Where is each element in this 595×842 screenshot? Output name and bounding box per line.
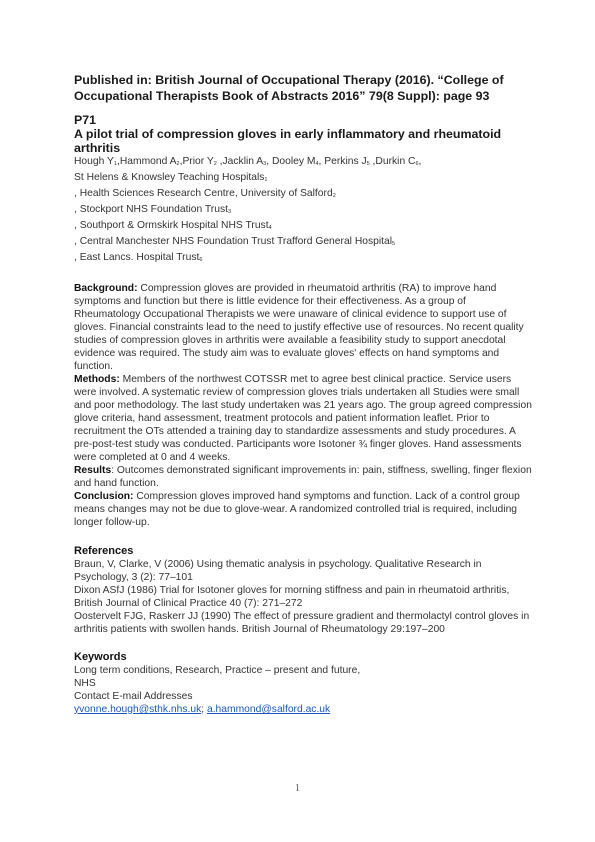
author-separator: , <box>369 156 376 167</box>
author-name: Perkins J <box>324 156 367 167</box>
affiliation-line <box>74 219 534 235</box>
affiliation-text: St Helens & Knowsley Teaching Hospitals <box>74 172 265 183</box>
author-name: Hough Y <box>74 156 114 167</box>
references-list <box>74 558 534 636</box>
email-link-hough[interactable]: yvonne.hough@sthk.nhs.uk <box>74 704 202 715</box>
author-separator: , <box>179 156 183 167</box>
affiliation-line <box>74 235 534 251</box>
author-separator: , <box>116 156 120 167</box>
author-name: Durkin C <box>375 156 416 167</box>
author-separator: , <box>216 156 223 167</box>
page-number: 1 <box>295 783 300 794</box>
keywords-line-1: Long term conditions, Research, Practice – present and future, <box>74 665 361 676</box>
affiliation-text: , Health Sciences Research Centre, University of Salford <box>74 188 333 199</box>
references-heading: References <box>74 545 134 557</box>
affiliation-text: , Southport & Ormskirk Hospital NHS Trust <box>74 220 269 231</box>
author-affiliation-index: 5 <box>366 161 370 167</box>
author-separator: , <box>418 156 422 167</box>
affiliation-text: , Central Manchester NHS Foundation Trust Trafford General Hospital <box>74 236 393 247</box>
affiliation-line <box>74 187 534 203</box>
methods-section: Methods: Members of the northwest COTSSR met to agree best clinical practice. Service users were involved. A systematic review of compression gloves trials undertaken all Studies were small and poor methodology. The last study undertaken was 21 years ago. The group agreed compression glove criteria, hand assessment, treatment protocols and patient information leaflet. Prior to recruitment the OTs attended a training day to standardize assessments and study procedures. A pre-post-test study was conducted. Participants wore Isotoner ¾ finger gloves. Hand assessments were completed at 0 and 4 weeks. <box>74 374 532 463</box>
keywords-heading: Keywords <box>74 651 127 663</box>
author-affiliation-index: 1 <box>113 161 117 167</box>
author-list <box>74 155 534 171</box>
affiliation-line <box>74 251 534 267</box>
email-link-hammond[interactable]: a.hammond@salford.ac.uk <box>206 704 331 715</box>
author-affiliation-index: 2 <box>213 161 217 167</box>
affiliation-index: 3 <box>227 209 232 215</box>
author-affiliation-index: 3 <box>263 161 267 167</box>
author-affiliation-index: 2 <box>176 161 180 167</box>
background-section: Background: Compression gloves are provided in rheumatoid arthritis (RA) to improve hand symptoms and function but there is little evidence for their effectiveness. As a group of Rheumatology Occupational Therapists we were unaware of clinical evidence to support use of gloves. Financial constraints lead to the need to justify effective use of resources. No recent quality studies of compression gloves in arthritis were available a feasibility study to support anecdotal evidence was required. The study aim was to evaluate gloves' effects on hand symptoms and function. <box>74 283 524 372</box>
author-name: Hammond A <box>119 156 177 167</box>
author-name: Jacklin A <box>222 156 264 167</box>
affiliation-list <box>74 171 534 267</box>
publication-line: Published in: British Journal of Occupational Therapy (2016). “College of Occupational Therapists Book of Abstracts 2016” 79(8 Suppl): page 93 <box>74 73 504 103</box>
author-affiliation-index: 4 <box>315 161 319 167</box>
keywords-line-2: NHS <box>74 678 96 689</box>
affiliation-line <box>74 203 534 219</box>
author-affiliation-index: 6 <box>415 161 419 167</box>
reference-item: Oostervelt FJG, Raskerr JJ (1990) The effect of pressure gradient and thermolactyl control gloves in arthritis patients with swollen hands. British Journal of Rheumatology 29:197–200 <box>74 611 530 635</box>
paper-page <box>74 72 534 716</box>
abstract-body <box>74 282 534 529</box>
author-name: Dooley M <box>271 156 316 167</box>
affiliation-text: , East Lancs. Hospital Trust <box>74 252 200 263</box>
affiliation-index: 4 <box>268 225 272 231</box>
author-name: Prior Y <box>182 156 214 167</box>
contact-email-label: Contact E-mail Addresses <box>74 691 193 702</box>
affiliation-index: 6 <box>199 257 203 263</box>
author-separator: , <box>318 156 325 167</box>
affiliation-text: , Stockport NHS Foundation Trust <box>74 204 228 215</box>
affiliation-index: 2 <box>332 193 336 199</box>
contact-emails: yvonne.hough@sthk.nhs.uk; a.hammond@salford.ac.uk <box>74 704 331 715</box>
results-section: Results: Outcomes demonstrated significant improvements in: pain, stiffness, swelling, finger flexion and hand function. <box>74 465 532 489</box>
reference-item: Dixon ASfJ (1986) Trial for Isotoner gloves for morning stiffness and pain in rheumatoid arthritis, British Journal of Clinical Practice 40 (7): 271–272 <box>74 585 510 609</box>
affiliation-line <box>74 171 534 187</box>
reference-item: Braun, V, Clarke, V (2006) Using thematic analysis in psychology. Qualitative Research in Psychology, 3 (2): 77–101 <box>74 559 482 583</box>
affiliation-index: 5 <box>392 241 396 247</box>
paper-title: A pilot trial of compression gloves in early inflammatory and rheumatoid arthritis <box>74 127 502 155</box>
conclusion-section: Conclusion: Compression gloves improved hand symptoms and function. Lack of a control group means changes may not be due to glove-wear. A randomized controlled trial is required, including longer follow-up. <box>74 491 520 528</box>
affiliation-index: 1 <box>264 177 268 183</box>
author-separator: , <box>266 156 272 167</box>
abstract-code: P71 <box>74 113 97 127</box>
